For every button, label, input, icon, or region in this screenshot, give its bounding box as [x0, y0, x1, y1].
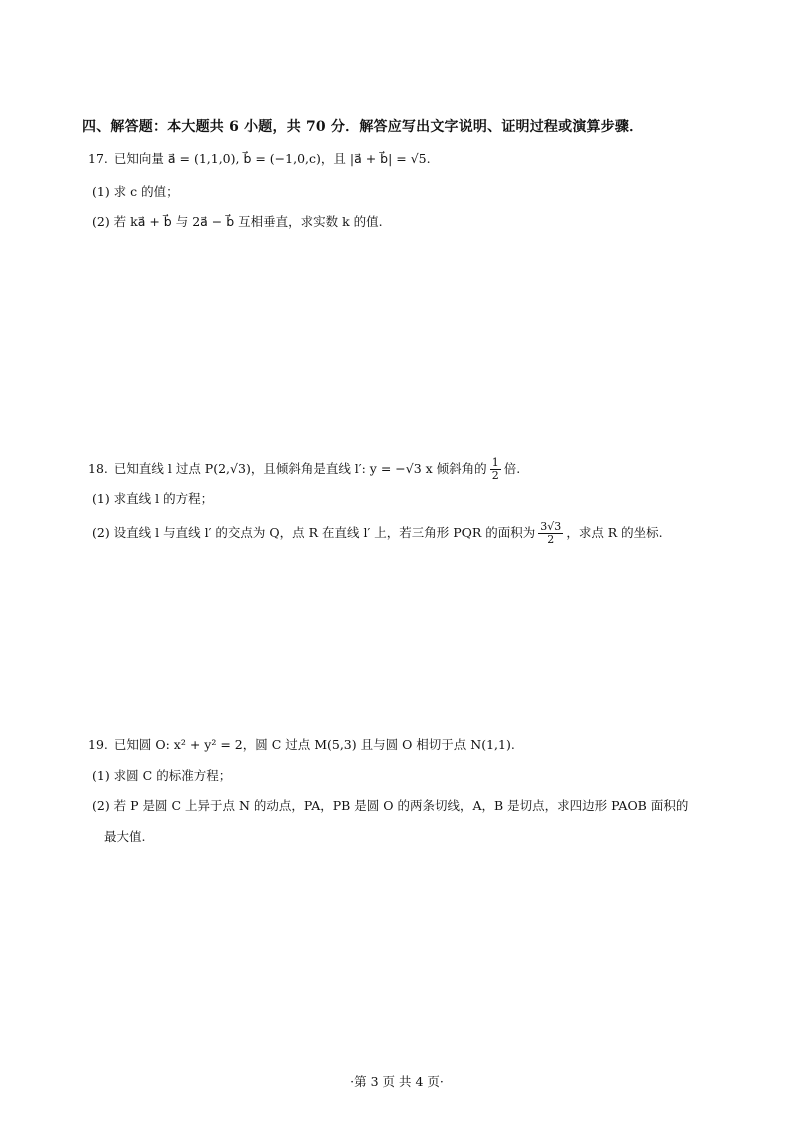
question-18-part-2-line [92, 521, 663, 546]
section-heading: 四、解答题：本大题共 6 小题，共 70 分．解答应写出文字说明、证明过程或演算步骤． [82, 119, 644, 135]
fraction-numerator: 3√3 [540, 520, 562, 533]
question-number: 17. [88, 151, 108, 166]
question-number: 19. [88, 737, 108, 752]
question-18-part-1: (1) 求直线 l 的方程； [92, 491, 214, 506]
question-17-part-2: (2) 若 ka⃗ + b⃗ 与 2a⃗ − b⃗ 互相垂直，求实数 k 的值. [92, 214, 383, 229]
question-19-part-2-line-1: (2) 若 P 是圆 C 上异于点 N 的动点，PA，PB 是圆 O 的两条切线，A，B 是切点，求四边形 PAOB 面积的 [92, 798, 689, 813]
question-18-stem-after: 倍. [503, 461, 521, 476]
question-17-stem: 已知向量 a⃗ = (1,1,0), b⃗ = (−1,0,c)，且 |a⃗ + b⃗| = √5. [113, 151, 431, 166]
fraction-denominator: 2 [547, 533, 555, 546]
question-19-stem-line [88, 737, 515, 753]
question-17-stem-line [88, 151, 431, 167]
page-footer: ·第 3 页 共 4 页· [350, 1074, 444, 1089]
question-19-part-1: (1) 求圆 C 的标准方程； [92, 768, 232, 783]
question-18-part-2-before: (2) 设直线 l 与直线 l′ 的交点为 Q，点 R 在直线 l′ 上，若三角形 PQR 的面积为 [92, 525, 536, 540]
fraction-numerator: 1 [491, 456, 499, 469]
question-17-part-1: (1) 求 c 的值； [92, 184, 179, 199]
question-18-stem-before: 已知直线 l 过点 P(2,√3)，且倾斜角是直线 l′: y = −√3 x 倾斜角的 [113, 461, 487, 476]
question-number: 18. [88, 461, 108, 476]
fraction-one-half [490, 457, 501, 482]
fraction-denominator: 2 [491, 469, 499, 482]
question-19-part-2-line-2: 最大值. [104, 829, 146, 844]
question-18-part-2-after: ，求点 R 的坐标. [566, 525, 663, 540]
question-19-stem: 已知圆 O: x² + y² = 2，圆 C 过点 M(5,3) 且与圆 O 相切于点 N(1,1). [113, 737, 515, 752]
question-18-stem-line [88, 457, 520, 482]
fraction-area [538, 521, 563, 546]
